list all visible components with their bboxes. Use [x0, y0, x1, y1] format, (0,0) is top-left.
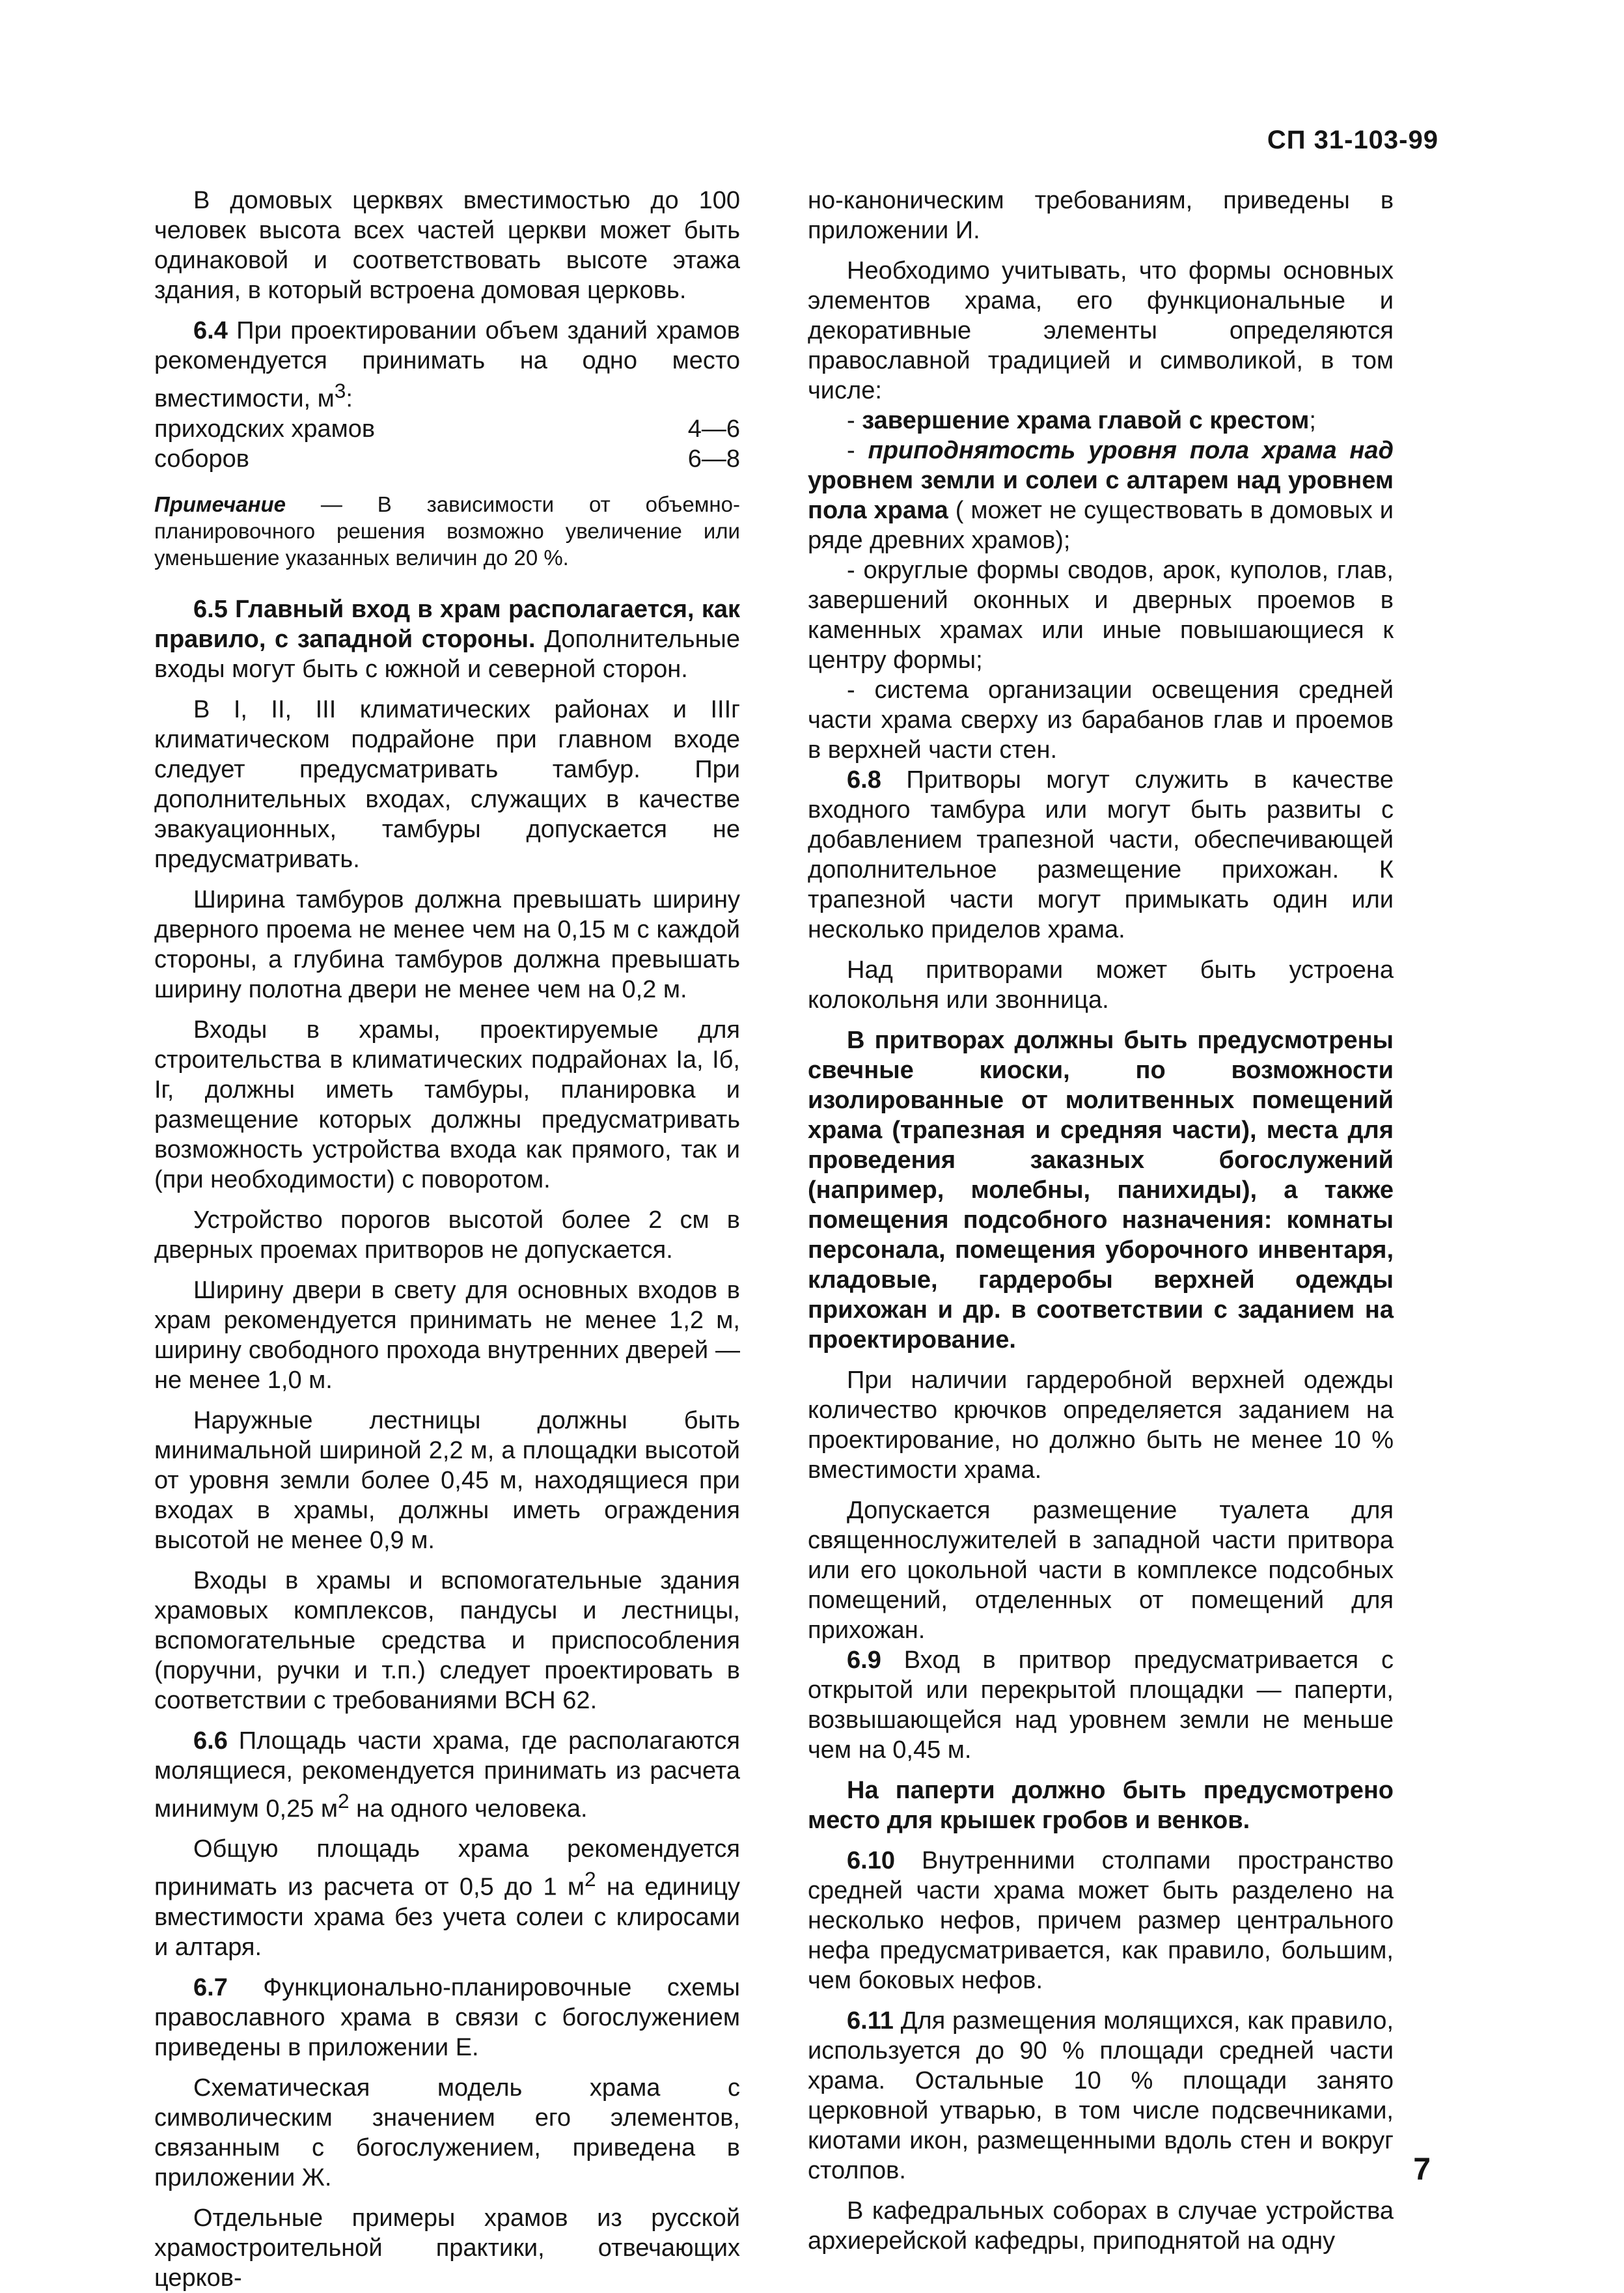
- section-number: 6.11: [847, 2007, 894, 2035]
- list-item-floor-level: [808, 436, 1394, 555]
- spec-label: приходских храмов: [154, 415, 376, 443]
- section-text: Вход в притвор предусматривается с открытой или перекрытой площадки — паперти, возвышающейся над уровнем земли не меньше чем на 0,45 м.: [808, 1647, 1394, 1764]
- section-6-8: [808, 765, 1394, 945]
- paragraph-schema: Схематическая модель храма с символическим значением его элементов, связанным с богослужением, приведена в приложении Ж.: [154, 2074, 740, 2191]
- section-text: Функционально-планировочные схемы православного храма в связи с богослужением приведены в приложении Е.: [154, 1973, 740, 2061]
- list-item-lighting: - система организации освещения средней части храма сверху из барабанов глав и проемов в верхней части стен.: [808, 676, 1394, 764]
- section-6-7: [154, 1973, 740, 2063]
- paragraph-cathedral: В кафедральных соборах в случае устройства архиерейской кафедры, приподнятой на одну: [808, 2197, 1394, 2255]
- section-text: При проектировании объем зданий храмов рекомендуется принимать на одно место вместимости, м: [154, 317, 740, 413]
- note: [154, 491, 740, 571]
- section-number: 6.5: [193, 595, 228, 623]
- paragraph-bell-tower: Над притворами может быть устроена колокольня или звонница.: [808, 956, 1394, 1014]
- paragraph-entries: Входы в храмы, проектируемые для строительства в климатических подрайонах Iа, Iб, Iг, должны иметь тамбуры, планировка и размещение которых должны предусматривать возможность устройства входа как прямого, так и (при необходимости) с поворотом.: [154, 1016, 740, 1193]
- paragraph-examples: Отдельные примеры храмов из русской храмостроительной практики, отвечающих церков-: [154, 2204, 740, 2292]
- spec-row-parish: [154, 414, 740, 444]
- section-number: 6.6: [193, 1727, 228, 1755]
- paragraph-thresholds: Устройство порогов высотой более 2 см в дверных проемах притворов не допускается.: [154, 1206, 740, 1264]
- paragraph-forms: Необходимо учитывать, что формы основных элементов храма, его функциональные и декоративные элементы определяются православной традицией и символикой, в том числе:: [808, 257, 1394, 404]
- dash: -: [847, 437, 868, 464]
- list-item-dome: [808, 406, 1394, 436]
- text-end: ;: [1309, 407, 1316, 434]
- superscript: 3: [334, 379, 346, 402]
- section-text: Притворы могут служить в качестве входного тамбура или могут быть развиты с добавлением трапезной части, обеспечивающей дополнительное размещение прихожан. К трапезной части могут примыкать один или несколько приделов храма.: [808, 766, 1394, 943]
- paragraph-toilet: Допускается размещение туалета для священнослужителей в западной части притвора или его цокольной части в комплексе подсобных помещений, отделенных от помещений для прихожан.: [808, 1497, 1394, 1644]
- paragraph-hooks: При наличии гардеробной верхней одежды количество крючков определяется заданием на проектирование, но должно быть не менее 10 % вместимости храма.: [808, 1367, 1394, 1484]
- spec-value: 6—8: [687, 445, 740, 473]
- section-6-5: [154, 594, 740, 684]
- page-number: 7: [1413, 2152, 1431, 2187]
- section-text: Для размещения молящихся, как правило, используется до 90 % площади средней части храма. Остальные 10 % площади занято церковной утварью, в том числе подсвечниками, киотами икон, размещенными вдоль стен и вокруг столпов.: [808, 2007, 1394, 2184]
- paragraph-kiosks: В притворах должны быть предусмотрены свечные киоски, по возможности изолированные от молитвенных помещений храма (трапезная и средняя части), места для проведения заказных богослужений (например, молебны, панихиды), а также помещения подсобного назначения: комнаты персонала, помещения уборочного инвентаря, кладовые, гардеробы верхней одежды прихожан и др. в соответствии с заданием на проектирование.: [808, 1027, 1394, 1354]
- spec-label: соборов: [154, 445, 249, 473]
- bold-text: завершение храма главой с крестом: [862, 407, 1310, 434]
- spec-row-cathedral: [154, 444, 740, 474]
- superscript: 2: [585, 1867, 596, 1891]
- text: Общую площадь храма рекомендуется принимать из расчета от 0,5 до 1 м: [154, 1835, 740, 1901]
- note-label: Примечание: [154, 492, 286, 516]
- bold-text: уровнем земли и солеи с алтарем над уровнем пола храма: [808, 467, 1394, 524]
- paragraph-ramps: Входы в храмы и вспомогательные здания храмовых комплексов, пандусы и лестницы, вспомогательные средства и приспособления (поручни, ручки и т.п.) следует проектировать в соответствии с требованиями ВСН 62.: [154, 1566, 740, 1714]
- section-number: 6.9: [847, 1647, 881, 1674]
- section-text: Внутренними столпами пространство средней части храма может быть разделено на несколько нефов, причем размер центрального нефа предусматривается, как правило, большим, чем боковых нефов.: [808, 1847, 1394, 1994]
- paragraph-porch: На паперти должно быть предусмотрено место для крышек гробов и венков.: [808, 1777, 1394, 1834]
- text-end: ( может не существовать в домовых и ряде древних храмов);: [808, 497, 1394, 554]
- paragraph-climate: В I, II, III климатических районах и IIIг климатическом подрайоне при главном входе следует предусматривать тамбур. При дополнительных входах, служащих в качестве эвакуационных, тамбуры допускается не предусматривать.: [154, 695, 740, 873]
- paragraph-door-width: Ширину двери в свету для основных входов в храм рекомендуется принимать не менее 1,2 м, ширину свободного прохода внутренних дверей — не менее 1,0 м.: [154, 1276, 740, 1394]
- paragraph-continuation: но-каноническим требованиям, приведены в приложении И.: [808, 187, 1394, 244]
- section-text-end: на одного человека.: [349, 1795, 588, 1823]
- section-number: 6.8: [847, 766, 881, 794]
- section-number: 6.10: [847, 1847, 895, 1874]
- dash: -: [847, 407, 862, 434]
- paragraph-total-area: [154, 1834, 740, 1962]
- section-6-4: [154, 316, 740, 414]
- section-text: Площадь части храма, где располагаются молящиеся, рекомендуется принимать из расчета минимум 0,25 м: [154, 1727, 740, 1823]
- colon: :: [346, 385, 353, 413]
- spec-value: 4—6: [687, 415, 740, 443]
- paragraph-vestibule-width: Ширина тамбуров должна превышать ширину дверного проема не менее чем на 0,15 м с каждой стороны, а глубина тамбуров должна превышать ширину полотна двери не менее чем на 0,2 м.: [154, 885, 740, 1003]
- section-bold-text: Главный вход в храм располагается, как правило, с западной стороны.: [154, 595, 740, 653]
- list-item-round-forms: - округлые формы сводов, арок, куполов, глав, завершений оконных и дверных проемов в каменных храмах или иные повышающиеся к центру формы;: [808, 557, 1394, 674]
- section-6-9: [808, 1645, 1394, 1765]
- superscript: 2: [338, 1788, 350, 1813]
- left-column: [154, 186, 740, 2293]
- bold-italic-text: приподнятость уровня пола храма над: [868, 437, 1394, 464]
- section-6-10: [808, 1846, 1394, 1995]
- section-text: Дополнительные входы могут быть с южной и северной сторон.: [154, 625, 741, 683]
- section-number: 6.4: [193, 317, 228, 344]
- text-end: на единицу вместимости храма без учета солеи с клиросами и алтаря.: [154, 1873, 740, 1961]
- paragraph-stairs: Наружные лестницы должны быть минимальной шириной 2,2 м, а площадки высотой от уровня земли более 0,45 м, находящиеся при входах в храмы, должны иметь ограждения высотой не менее 0,9 м.: [154, 1406, 740, 1554]
- volume-spec-list: [154, 414, 740, 474]
- paragraph-house-churches: В домовых церквях вместимостью до 100 человек высота всех частей церкви может быть одинаковой и соответствовать высоте этажа здания, в который встроена домовая церковь.: [154, 187, 740, 304]
- section-6-6: [154, 1726, 740, 1824]
- note-text: — В зависимости от объемно-планировочного решения возможно увеличение или уменьшение указанных величин до 20 %.: [154, 492, 740, 570]
- section-number: 6.7: [193, 1973, 228, 2001]
- section-6-11: [808, 2006, 1394, 2186]
- right-column: [808, 186, 1394, 2256]
- document-code: СП 31-103-99: [1267, 126, 1438, 154]
